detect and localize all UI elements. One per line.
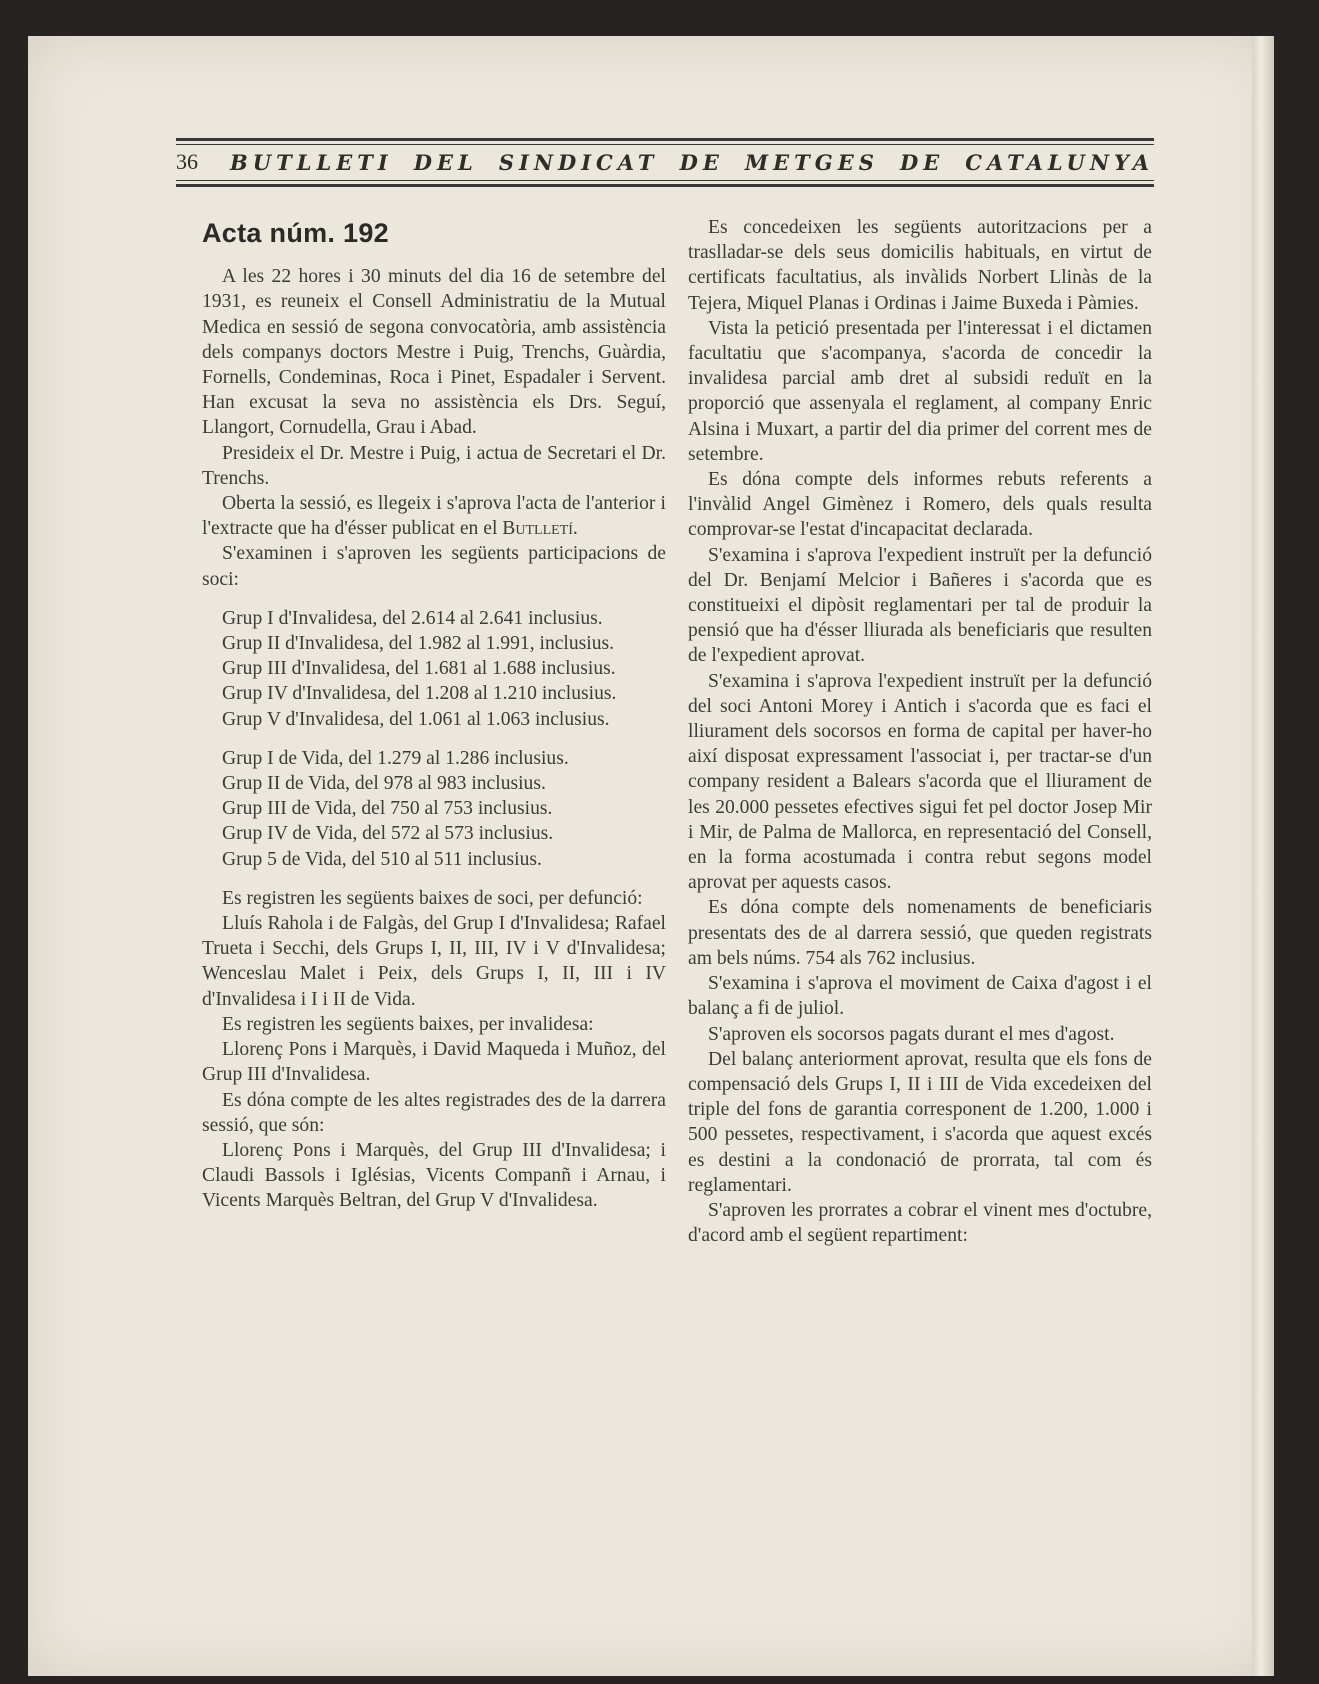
paragraph: Llorenç Pons i Marquès, del Grup III d'Invalidesa; i Claudi Bassols i Iglésias, Vicents Companñ i Arnau, i Vicents Marquès Beltran, del Grup V d'Invalidesa.: [202, 1139, 666, 1212]
list-item-vida: Grup I de Vida, del 1.279 al 1.286 inclusius.: [222, 747, 569, 769]
title-word: DEL: [413, 149, 478, 175]
paragraph: A les 22 hores i 30 minuts del dia 16 de setembre del 1931, es reuneix el Consell Administratiu de la Mutual Medica en sessió de segona convocatòria, amb assistència dels companys doctors Mestre i Puig, Trenchs, Guàrdia, Fornells, Condeminas, Roca i Pinet, Espadaler i Servent. Han excusat la seva no assistència els Drs. Seguí, Llangort, Cornudella, Grau i Abad.: [202, 266, 666, 439]
list-item-invalidesa: Grup II d'Invalidesa, del 1.982 al 1.991, inclusius.: [222, 633, 615, 655]
list-item-vida: Grup II de Vida, del 978 al 983 inclusius.: [222, 773, 546, 795]
title-word: CATALUNYA: [965, 149, 1154, 175]
paragraph: Es dóna compte de les altes registrades des de la darrera sessió, que són:: [202, 1089, 666, 1136]
paragraph: Vista la petició presentada per l'interessat i el dictamen facultatiu que s'acompanya, s'acorda de concedir la invalidesa parcial amb dret al subsidi reduït en la proporció que assenyala el reglament, al company Enric Alsina i Muxart, a partir del dia primer del corrent mes de setembre.: [688, 317, 1152, 465]
paragraph-text: .: [572, 518, 578, 540]
list-item-invalidesa: Grup IV d'Invalidesa, del 1.208 al 1.210 inclusius.: [222, 683, 617, 705]
header-rule-top: [176, 138, 1154, 141]
title-word: DE: [900, 149, 945, 175]
list-item-vida: Grup III de Vida, del 750 al 753 inclusius.: [222, 798, 553, 820]
header-rule-bottom-thin: [176, 180, 1154, 181]
paragraph: Presideix el Dr. Mestre i Puig, i actua de Secretari el Dr. Trenchs.: [202, 442, 666, 489]
list-item-vida: Grup IV de Vida, del 572 al 573 inclusius.: [222, 823, 554, 845]
list-item-invalidesa: Grup III d'Invalidesa, del 1.681 al 1.688 inclusius.: [222, 658, 616, 680]
title-word: SINDICAT: [498, 149, 659, 175]
paragraph: S'examinen i s'aproven les següents participacions de soci:: [202, 543, 666, 590]
list-item-vida: Grup 5 de Vida, del 510 al 511 inclusius.: [222, 848, 542, 870]
header-rule-top-thin: [176, 144, 1154, 145]
list-item-invalidesa: Grup I d'Invalidesa, del 2.614 al 2.641 inclusius.: [222, 607, 603, 629]
paragraph: Es concedeixen les següents autoritzacions per a traslladar-se dels seus domicilis habituals, en virtut de certificats facultatius, als invàlids Norbert Llinàs de la Tejera, Miquel Planas i Ordinas i Jaime Buxeda i Pàmies.: [688, 217, 1152, 314]
paragraph: S'examina i s'aprova el moviment de Caixa d'agost i el balanç a fi de juliol.: [688, 973, 1152, 1020]
title-word: BUTLLETI: [230, 149, 393, 175]
paragraph: S'examina i s'aprova l'expedient instruït per la defunció del Dr. Benjamí Melcior i Bañeres i s'acorda que es constitueixi el dipòsit reglamentari per tal de produir la pensió que ha d'ésser lliurada als beneficiaris que resulten de l'expedient aprovat.: [688, 544, 1152, 667]
right-column: [688, 215, 1152, 1248]
section-heading: Acta núm. 192: [202, 218, 389, 248]
paragraph: Es dóna compte dels informes rebuts referents a l'invàlid Angel Gimènez i Romero, dels quals resulta comprovar-se l'estat d'incapacitat declarada.: [688, 469, 1152, 541]
paragraph-text: Oberta la sessió, es llegeix i s'aprova l'acta de l'anterior i l'extracte que ha d'ésser publicat en el: [202, 493, 666, 540]
page-edge: [1252, 36, 1274, 1676]
paragraph: S'aproven les prorrates a cobrar el vinent mes d'octubre, d'acord amb el següent repartiment:: [688, 1199, 1152, 1247]
paragraph: Del balanç anteriorment aprovat, resulta que els fons de compensació dels Grups I, II i III de Vida excedeixen del triple del fons de garantia corresponent de 1.200, 1.000 i 500 pessetes, respectivament, i s'acorda que aquest excés es destini a la condonació de prorrata, tal com és reglamentari.: [688, 1048, 1152, 1196]
bulletin-name: Butlletí: [502, 518, 573, 540]
title-word: METGES: [744, 149, 879, 175]
paragraph: Es registren les següents baixes, per invalidesa:: [222, 1013, 594, 1035]
page-number: 36: [176, 149, 198, 174]
paragraph: [202, 491, 666, 541]
running-header: [176, 100, 1154, 190]
list-item-invalidesa: Grup V d'Invalidesa, del 1.061 al 1.063 inclusius.: [222, 708, 610, 730]
paragraph: Es registren les següents baixes de soci, per defunció:: [222, 887, 643, 909]
paragraph: Lluís Rahola i de Falgàs, del Grup I d'Invalidesa; Rafael Trueta i Secchi, dels Grups I, II, III, IV i V d'Invalidesa; Wenceslau Malet i Peix, dels Grups I, II, III i IV d'Invalidesa i I i II de Vida.: [202, 913, 666, 1010]
paragraph: S'aproven els socorsos pagats durant el mes d'agost.: [708, 1023, 1115, 1045]
title-word: DE: [679, 149, 724, 175]
paragraph: Es dóna compte dels nomenaments de beneficiaris presentats des de al darrera sessió, que queden registrats am bels núms. 754 als 762 inclusius.: [688, 897, 1152, 969]
paragraph: Llorenç Pons i Marquès, i David Maqueda i Muñoz, del Grup III d'Invalidesa.: [202, 1039, 666, 1086]
left-column: [202, 215, 666, 1214]
journal-title: [230, 150, 1154, 175]
paragraph: S'examina i s'aprova l'expedient instruït per la defunció del soci Antoni Morey i Antich i s'acorda que es faci el lliurament dels socorsos en forma de capital per haver-ho així disposat expressament l'associat i, per tractar-se d'un company resident a Balears s'acorda que el lliurament de les 20.000 pessetes efectives sigui fet pel doctor Josep Mir i Mir, de Palma de Mallorca, en representació del Consell, en la forma acostumada i contra rebut segons model aprovat per aquests casos.: [688, 670, 1152, 894]
header-rule-bottom: [176, 184, 1154, 187]
header-row: [176, 148, 1154, 176]
